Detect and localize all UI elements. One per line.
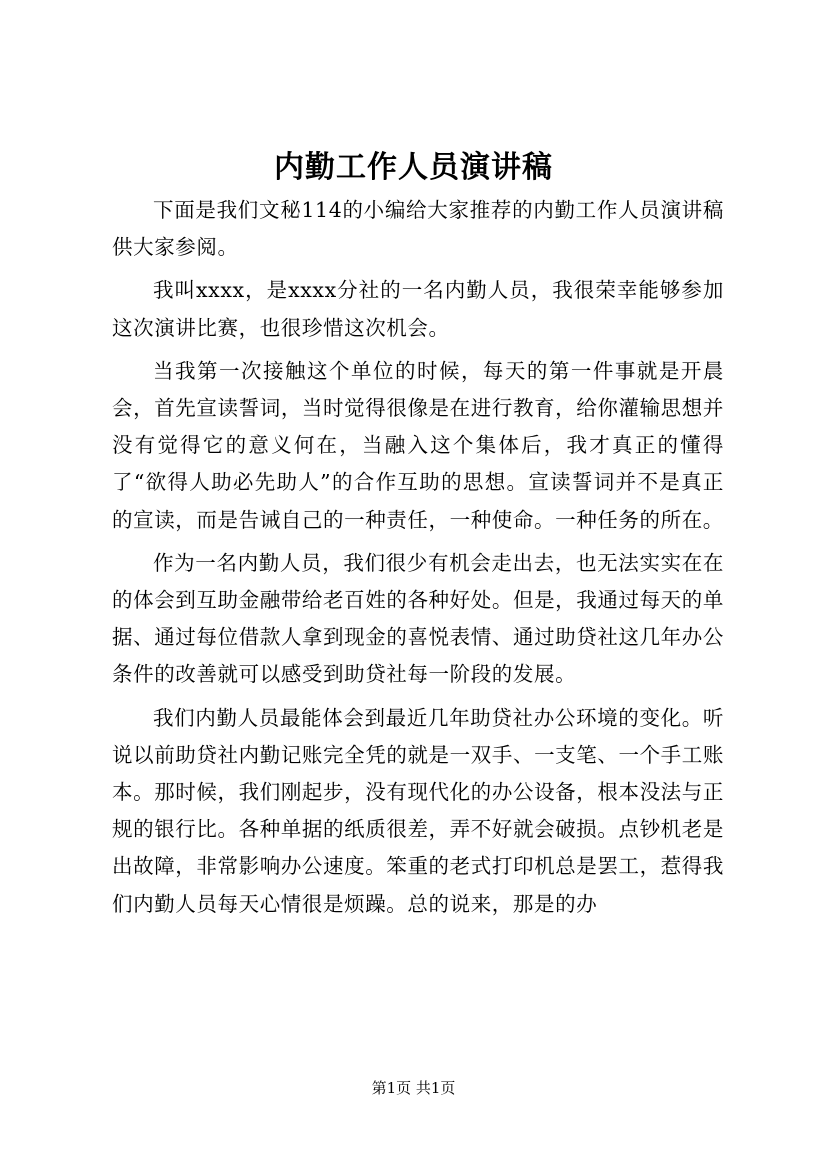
paragraph-office-changes: 我们内勤人员最能体会到最近几年助贷社办公环境的变化。听说以前助贷社内勤记账完全凭的就是一双手、一支笔、一个手工账本。那时候，我们刚起步，没有现代化的办公设备，根本没法与正规的银行比。各种单据的纸质很差，弄不好就会破损。点钞机老是出故障，非常影响办公速度。笨重的老式打印机总是罢工，惹得我们内勤人员每天心情很是烦躁。总的说来，那是的办 [112, 705, 724, 916]
paragraph-first-contact: 当我第一次接触这个单位的时候，每天的第一件事就是开晨会，首先宣读誓词，当时觉得很像是在进行教育，给你灌输思想并没有觉得它的意义何在，当融入这个集体后，我才真正的懂得了“欲得人助必先助人”的合作互助的思想。宣读誓词并不是真正的宣读，而是告诫自己的一种责任，一种使命。一种任务的所在。 [112, 358, 724, 532]
paragraph-self-introduction: 我叫xxxx，是xxxx分社的一名内勤人员，我很荣幸能够参加这次演讲比赛，也很珍惜这次机会。 [112, 278, 724, 340]
page-footer: 第1页 共1页 [371, 1079, 456, 1097]
paragraph-role: 作为一名内勤人员，我们很少有机会走出去，也无法实实在在的体会到互助金融带给老百姓的各种好处。但是，我通过每天的单据、通过每位借款人拿到现金的喜悦表情、通过助贷社这几年办公条件的改善就可以感受到助贷社每一阶段的发展。 [112, 550, 724, 687]
document-title: 内勤工作人员演讲稿 [274, 150, 553, 185]
paragraph-intro: 下面是我们文秘114的小编给大家推荐的内勤工作人员演讲稿供大家参阅。 [112, 198, 724, 260]
document-body [112, 192, 724, 929]
